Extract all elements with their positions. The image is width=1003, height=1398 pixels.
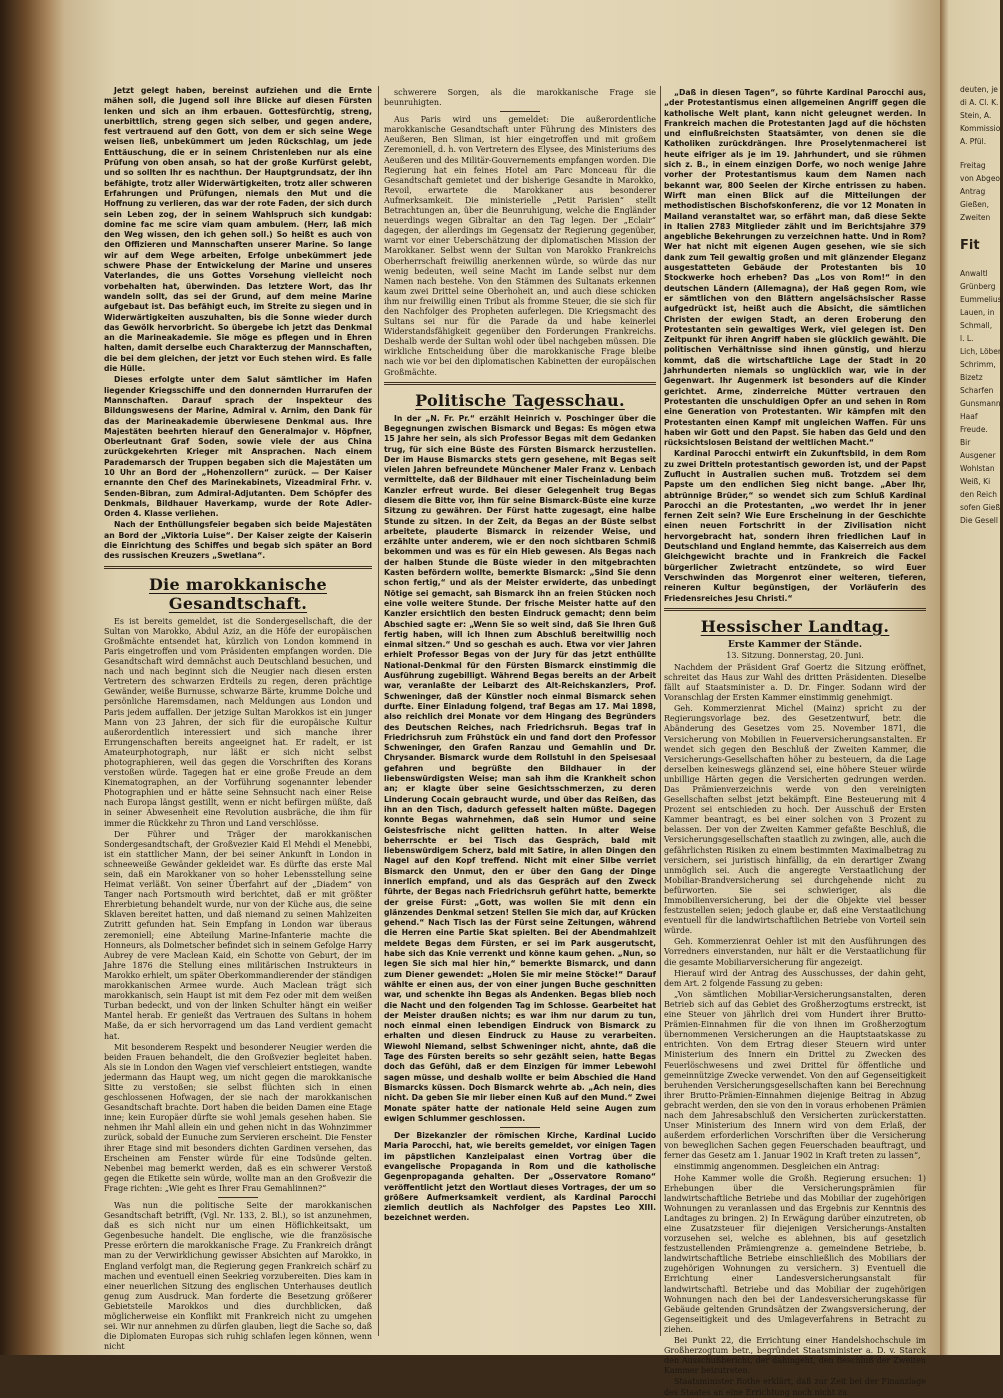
article-paragraph: Staatsminister Rothe erklärt, daß zur Zeit bei der Finanzlage des Staates an eine Errichtung noch nicht zu (664, 1377, 926, 1397)
edge-text-fragment: sofen Gieß (960, 503, 1001, 512)
edge-text-fragment: Gunsmann, (960, 399, 1003, 408)
edge-text-fragment: Die Gesell (960, 516, 998, 525)
edge-text-fragment: Weiß, Ki (960, 477, 991, 486)
article-paragraph: Kardinal Parocchi entwirft ein Zukunftsbild, in dem Rom zu zwei Dritteln protestantisch geworden ist, und der Papst Zuflucht in Australien suchen muß. Trotzdem sei dem Papste um den endlichen Sieg nicht bange. „Aber Ihr, abtrünnige Brüder,“ so wendet sich zum Schluß Kardinal Parocchi an die Protestanten, „wo werdet Ihr in jener fernen Zeit sein? Wie Eure Erscheinung in der Geschichte einen neuen Fortschritt in der Zivilisation nicht hervorgebracht hat, sondern ihren friedlichen Lauf in Deutschland und England hemmte, das Kaiserreich aus dem Gleichgewicht brachte und in Frankreich die Fackel bürgerlicher Zwietracht entzündete, so wird Euer Verschwinden das Morgenrot einer weiteren, tieferen, reineren Kultur begünstigen, der Vorläuferin des Friedensreiches Jesu Christi.“ (664, 449, 926, 603)
edge-text-fragment: Gießen, (960, 200, 989, 209)
article-heading: Politische Tagesschau. (415, 390, 625, 410)
edge-text-fragment: Freitag (960, 161, 986, 170)
article-paragraph: Bei Punkt 22, die Errichtung einer Handelshochschule im Großherzogtum betr., begründet Staatsminister a. D. v. Starck den Ausschußbericht, der dahingeht, den Beschluß der Zweiten Kammer beizutreten. (664, 1336, 926, 1376)
separator (500, 1127, 540, 1128)
edge-text-fragment: Antrag (960, 187, 986, 196)
article-paragraph: Hierauf wird der Antrag des Ausschusses, der dahin geht, dem Art. 2 folgende Fassung zu geben: (664, 968, 926, 988)
edge-text-fragment: Schrimm, (960, 360, 996, 369)
article-subheading: Erste Kammer der Stände. (727, 639, 863, 650)
edge-heading-fragment: Fit (960, 238, 980, 253)
edge-text-fragment: Wohlstan (960, 464, 995, 473)
dateline: 13. Sitzung. Donnerstag, 20. Juni. (726, 650, 864, 660)
section-rule (384, 382, 656, 385)
article-paragraph: einstimmig angenommen. Desgleichen ein Antrag: (674, 1162, 880, 1172)
edge-text-fragment: Schmall, (960, 321, 993, 330)
edge-text-fragment: von Abgeo (960, 174, 1001, 183)
edge-text-fragment: l. L. (960, 334, 974, 343)
edge-text-fragment: den Reich (960, 490, 997, 499)
edge-text-fragment: Zweiten (960, 213, 991, 222)
separator (218, 1197, 258, 1198)
article-paragraph: Geh. Kommerzienrat Michel (Mainz) spricht zu der Regierungsvorlage bez. des Gesetzentwurf, betr. die Abänderung des Gesetzes vom 25. November 1871, die Versicherung von Mobilien in Feuerversicherungsanstalten. Er wendet sich gegen den Beschluß der Zweiten Kammer, die Versicherungs-Gesellschaften höher zu besteuern, da die Lage derselben keineswegs glänzend sei, eine höhere Steuer würde unbillige Härten gegen die Versicherten gedrungen werden. Das Prämienverzeichnis werde von den vereinigten Gesellschaften selbst jetzt bekämpft. Eine Besteuerung mit 4 Prozent sei entschieden zu hoch. Der Ausschuß der Ersten Kammer beantragt, es bei einer solchen von 3 Prozent zu belassen. Der von der Zweiten Kammer gefaßte Beschluß, die Versicherungsgesellschaften staatlich zu zwingen, alle, auch die gefährlichsten Risiken zu einem bestimmten Maximalbetrag zu versichern, sei juristisch hinfällig, da ein derartiger Zwang unmöglich sei. Auch die angeregte Verstaatlichung der Mobiliar-Brandversicherung sei durchgehende nicht zu befürworten. Sie sei schwieriger, als die Immobilienversicherung, bei der die Objekte viel besser festzustellen seien; jedoch glaube er, daß eine Verstaatlichung eventuell für die landwirtschaftlichen Betriebe von Vorteil sein würde. (664, 704, 926, 936)
article-paragraph: Jetzt gelegt haben, bereinst aufziehen und die Ernte mähen soll, die Jugend soll ihre Blicke auf diesen Fürsten lenken und sich an ihm erbauen. Gottesfürchtig, streng, unerbittlich, streng gegen sich selber, und gegen andere, fest vertrauend auf den Gott, von dem er sich seine Wege weisen ließ, unbekümmert um jeden Rückschlag, um jede Enttäuschung, die er in seinem Christenleben nur als eine Prüfung von oben ansah, so hat der große Kurfürst gelebt, und so sollten Ihr es nachthun. Der Hauptgrundsatz, der ihn befähigte, trotz aller Widerwärtigkeiten, trotz aller schweren Erfahrungen und Prüfungen, niemals den Mut und die Hoffnung zu verlieren, das war der rote Faden, der sich durch sein Leben zog, der in seinem Wahlspruch sich kundgab: domine fac me scire viam quam ambulem. (Herr, laß mich den Weg wissen, den ich gehen soll.) So heißt es auch von den Offizieren und Mannschaften unserer Marine. So lange wir auf dem Wege arbeiten, Erfolge unbekümmert jede schwere Phase der Entwickelung der Marine und unseres Vaterlandes, die uns Gottes Vorsehung vielleicht noch vorbehalten hat, überwinden. Das letztere Wort, das Ihr wandeln sollt, das sei der Grund, auf dem meine Marine aufgebaut ist. Das befähigt euch, im Streite zu siegen und in Widerwärtigkeiten auszuhalten, bis die Sonne wieder durch das Gewölk hervorbricht. So übergebe ich jetzt das Denkmal an die Marineakademie. Sie möge es pflegen und in Ehren halten, damit derselbe euch Charakterzug der Mannschaften, die bei dem gleichen, der jetzt vor Euch stehen wird. Es falle die Hülle. (104, 86, 372, 374)
column-2 (384, 88, 656, 1328)
article-heading: Hessischer Landtag. (700, 616, 890, 636)
edge-text-fragment: Kommissio (960, 124, 1001, 133)
article-paragraph: Dieses erfolgte unter dem Salut sämtlicher im Hafen liegender Kriegsschiffe und den donnernden Hurrarufen der Mannschaften. Darauf sprach der Inspekteur des Bildungswesens der Marine, Admiral v. Arnim, den Dank für das der Marineakademie überwiesene Denkmal aus. Ihre Majestäten beehrten hierauf den Generalmajor v. Höpfner, Oberleutnant Graf Soden, sowie viele der aus China zurückgekehrten Krieger mit Ansprachen. Nach einem Parademarsch der Truppen begaben sich die Majestäten um 10 Uhr an Bord der „Hohenzollern“ zurück. — Der Kaiser ernannte den Chef des Marinekabinets, Vizeadmiral Frhr. v. Senden-Bibran, zum Admiral-Adjutanten. Dem Schöpfer des Denkmals, Bildhauer Haverkamp, wurde der Rote Adler-Orden 4. Klasse verliehen. (104, 375, 372, 519)
article-paragraph: In der „N. Fr. Pr.“ erzählt Heinrich v. Poschinger über die Begegnungen zwischen Bismarck und Begas: Es mögen etwa 15 Jahre her sein, als sich Professor Begas mit dem Gedanken trug, für sich eine Büste des Fürsten Bismarck herzustellen. Der im Hause Bismarcks stets gern gesehene, mit Begas seit vielen Jahren befreundete Münchener Maler Franz v. Lenbach vermittelte, daß der Bildhauer mit einer Tischeinladung beim Kanzler erfreut wurde. Bei dieser Gelegenheit trug Begas diesem die Bitte vor, ihm für seine Bismarck-Büste eine kurze Sitzung zu gewähren. Der Fürst hatte zugesagt, eine halbe Stunde zu sitzen. In der Zeit, da Begas an der Büste selbst arbeitete, plauderte Bismarck in reizender Weise, und erzählte unter anderem, wie er den noch sichtbaren Schmiß bekommen und was es für ein Hieb gewesen. Als Begas nach der halben Stunde die Büste wieder in den mitgebrachten Kasten befördern wollte, bemerkte Bismarck: „Sind Sie denn schon fertig,“ und als der Meister erwiderte, das unbedingt Nötige sei gemacht, sah Bismarck ihn an freien Stücken noch eine volle weitere Stunde. Der frische Meister hatte auf den Kanzler ersichtlich den besten Eindruck gemacht; denn beim Abschied sagte er: „Wenn Sie so weit sind, daß Sie Ihren Guß fertig haben, will ich Ihnen zum Abschluß bereitwillig noch einmal sitzen.“ Und so geschah es auch. Etwa vor vier Jahren erhielt Professor Begas von der Jury für das jetzt enthüllte National-Denkmal für den Fürsten Bismarck einstimmig die Ausführung zugebilligt. Während Begas bereits an der Arbeit war, veranlaßte der Leibarzt des Alt-Reichskanzlers, Prof. Schweninger, daß der Künstler noch einmal Bismarck sehen durfte. Einer Einladung folgend, traf Begas am 17. Mai 1898, also reichlich drei Monate vor dem Hingang des Begründers des Deutschen Reiches, nach Friedrichsruh. Begas traf in Friedrichsruh zum Frühstück ein und fand dort den Professor Schweninger, den Grafen Ranzau und Gemahlin und Dr. Chrysander. Bismarck wurde dem Rollstuhl in den Speisesaal gefahren und begrüßte den Bildhauer in der liebenswürdigsten Weise; man sah ihm die Krankheit schon an; er klagte über seine Gesichtsschmerzen, zu deren Linderung Cocain gebraucht wurde, und über das Reißen, das ihn an den Tisch, dadurch gefesselt halten müßte. Dagegen konnte Begas wahrnehmen, daß sein Humor und seine Geistesfrische nicht gelitten hatten. In alter Weise beherrschte er bei Tisch das Gespräch, bald mit liebenswürdigem Scherz, bald mit Satire, in allen Dingen den Nagel auf den Kopf treffend. Nicht mit einer Silbe verriet Bismarck den Unmut, den er über den Gang der Dinge innerlich empfand, und als das Gespräch auf den Zweck führte, der Begas nach Friedrichsruh geführt hatte, bemerkte der greise Fürst: „Gott, was wollen Sie mit denn ein glänzendes Denkmal setzen! Stellen Sie mich dar, auf Krücken gehend.“ Nach Tisch las der Fürst seine Zeitungen, während die Herren eine Partie Skat spielten. Bei der Abendmahlzeit meldete Begas dem Fürsten, er sei im Park ausgerutscht, habe sich das Knie verrenkt und könne kaum gehen. „Nun, so legen Sie sich mal hier hin,“ bemerkte Bismarck, und dann zum Diener gewendet: „Holen Sie mir meine Stöcke!“ Darauf wählte er einen aus, der von einer jungen Buche geschnitten war, und schenkte ihn Begas als Andenken. Begas blieb noch die Nacht und den folgenden Tag im Schlosse. Gearbeitet hat der Meister draußen nichts; es war ihm nur darum zu tun, noch einmal einen lebendigen Eindruck von Bismarck zu erhalten und diesen Eindruck zu Hause zu verarbeiten. Wiewohl Niemand, selbst Schweninger nicht, ahnte, daß die Tage des Fürsten bereits so sehr gezählt seien, hatte Begas doch das Gefühl, daß er dem Einzigen für immer Lebewohl sagen müsse, und deshalb wollte er beim Abschied die Hand Bismarcks küssen. Doch Bismarck wehrte ab. „Ach nein, dies nicht. Da geben Sie mir lieber einen Kuß auf den Mund.“ Zwei Monate später hatte der nationale Held seine Augen zum ewigen Schlummer geschlossen. (384, 413, 656, 1123)
article-paragraph: Nachdem der Präsident Graf Goertz die Sitzung eröffnet, schreitet das Haus zur Wahl des dritten Präsidenten. Dieselbe fällt auf Staatsminister a. D. Dr. Finger. Sodann wird der Voranschlag der Ersten Kammer einstimmig genehmigt. (664, 662, 926, 703)
edge-text-fragment: Lauen, in (960, 308, 995, 317)
edge-text-fragment: Stein, A. (960, 111, 992, 120)
edge-text-fragment: di A. Cl. K. (960, 98, 999, 107)
separator (500, 111, 540, 112)
article-paragraph: Aus Paris wird uns gemeldet: Die außerordentliche marokkanische Gesandtschaft unter Führung des Ministers des Aeußeren, Ben Sliman, ist hier eingetroffen und mit großem Zeremoniell, d. h. von Vertretern des Elysee, des Ministeriums des Aeußeren und des Militär-Gouvernements empfangen worden. Die Regierung hat ein feines Hotel am Parc Monceau für die Gesandtschaft gemietet und der bisherige Gesandte in Marokko, Revoil, erwartete die Marokkaner aus besonderer Aufmerksamkeit. Die ministerielle „Petit Parisien“ stellt Betrachtungen an, über die Beunruhigung, welche die Engländer neuerdings wegen Gibraltar an den Tag legen. Der „Eclair“ dagegen, der allerdings im Gegensatz der Regierung gegenüber, warnt vor einer Ueberschätzung der diplomatischen Mission der Marokkaner. Selbst wenn der Sultan von Marokko Frankreichs Oberherrschaft freiwillig anerkennen würde, so würde das nur wenig bedeuten, weil seine Macht im Lande selbst nur dem Namen nach bestehe. Von den Stämmen des Sultanats erkennen kaum zwei Drittel seine Oberhoheit an, und auch diese schicken ihm nur freiwillig einen Tribut als fromme Steuer, die sie sich für den Nachfolger des Propheten auferlegen. Die Kriegsmacht des Sultans sei nur für die Parade da und habe keinerlei Widerstandsfähigkeit gegenüber den Forderungen Frankreichs. Deshalb werde der Sultan wohl oder übel nachgeben müssen. Die wirkliche Entscheidung über die marokkanische Frage bleibe nach wie vor bei den diplomatischen Kabinetten der europäischen Großmächte. (384, 115, 656, 377)
article-paragraph: „Daß in diesen Tagen“, so führte Kardinal Parocchi aus, „der Protestantismus einen allgemeinen Angriff gegen die katholische Welt plant, kann nicht geleugnet werden. In Frankreich machen die Protestanten Jagd auf die höchsten und einflußreichsten Staatsämter, von denen sie die Katholiken zurückdrängen. Ihre Proselytenmacherei ist heute eifriger als je im 19. Jahrhundert, und sie rühmen sich z. B., in einem einzigen Dorfe, wo noch wenige Jahre vorher der Protestantismus kaum dem Namen nach bekannt war, 800 Seelen der Kirche entrissen zu haben. Wirft man einen Blick auf die Mitteilungen der methodistischen Bischofskonferenz, die vor 12 Monaten in Mailand veranstaltet war, so erfährt man, daß diese Sekte in Italien 2783 Mitglieder zählt und im Berichtsjahre 379 angebliche Bekehrungen zu verzeichnen hatte. Und in Rom? Wer hat nicht mit eigenen Augen gesehen, wie sie sich dank zum Teil gewaltig großen und mit glänzender Eleganz ausgestatteten Gebäude der Protestanten bis 10 Stockwerke hoch erheben? Das „Los von Rom!“ in den deutschen Ländern (Allemagna), der Haß gegen Rom, wie er sämtlichen von den Blättern angelsächsischer Rasse aufgedrückt ist, heißt auch die Absicht, die sämtlichen Christen der ewigen Stadt, an deren Eroberung den Protestanten sein gewaltiges Werk, viel gelegen ist. Den Zeitpunkt für ihren Angriff haben sie glücklich gewählt. Die politischen Verhältnisse sind ihnen günstig, und hierzu kommt, daß die wirtschaftliche Lage der Stadt in 20 Jahrhunderten niemals so unglücklich war, wie in der Gegenwart. Ihr Augenmerk ist besonders auf die Kinder gerichtet. Arme, zinderreiche Mütter vertrauen den Protestanten die unschuldigen Opfer an und sehen in Rom eine Generation von Protestanten. Wir kämpfen mit den Protestanten einen Kampf mit ungleichen Waffen. Für uns haben wir Gott und den Papst. Sie haben das Geld und den rücksichtslosen Beistand der weltlichen Macht.“ (664, 88, 926, 448)
edge-text-fragment: Haaf (960, 412, 978, 421)
edge-text-fragment: Ausgener (960, 451, 996, 460)
book-spine (0, 0, 64, 1355)
column-3 (664, 88, 926, 1397)
edge-text-fragment: Bir (960, 438, 971, 447)
article-paragraph: Geh. Kommerzienrat Oehler ist mit den Ausführungen des Vorredners einverstanden, nur hält er die Verstaatlichung für die gesamte Mobiliarversicherung für angezeigt. (664, 937, 926, 967)
article-paragraph: Was nun die politische Seite der marokkanischen Gesandtschaft betrifft, (Vgl. Nr. 133, 2. Bl.), so ist anzunehmen, daß es sich nicht nur um einen Höflichkeitsakt, um Gegenbesuche handelt. Die englische, wie die französische Presse erörtern die marokkanische Frage. Zu Frankreich drängt man zu der Verwirklichung gewisser Absichten auf Marokko, in England verfolgt man, die Regierung gegen Frankreich schärf zu machen und eventuell einen Seekrieg vorzubereiten. Dies kam in einer neuerlichen Sitzung des englischen Unterhauses deutlich genug zum Ausdruck. Man forderte die Besetzung größerer Gebietsteile Marokkos und dies durchblicken, daß möglicherweise ein Konflikt mit Frankreich nicht zu umgehen sei. Wir nur annehmen zu dürfen glauben, liegt die Sache so, daß die Diplomaten Europas sich ruhig schlafen legen können, wenn nicht (104, 1201, 372, 1352)
edge-text-fragment: Bizetz (960, 373, 983, 382)
article-paragraph: Es ist bereits gemeldet, ist die Sondergesellschaft, die der Sultan von Marokko, Abdul Aziz, an die Höfe der europäischen Großmächte entsendet hat, kürzlich von London kommend in Paris eingetroffen und vom Präsidenten empfangen worden. Die Gesandtschaft wird demnächst auch Deutschland besuchen, und nach und nach beginnt sich die Neugier nach diesen ersten Vertretern des schwarzen Erdteils zu regen, deren prächtige Gewänder, weiße Burnusse, schwarze Bärte, krumme Dolche und persönliche Haremsdamen, nach Meldungen aus London und Paris jedem auffallen. Der jetzige Sultan Marokkos ist ein junger Mann von 23 Jahren, der sich für die europäische Kultur außerordentlich interessiert und sich manche ihrer Errungenschaften bereits angeeignet hat. Er radelt, er ist Amateurphotograph, nur läßt er sich nicht selbst photographieren, weil das gegen die Vorschriften des Korans verstoßen würde. Tagegen hat er eine große Freude an dem Kinematographen, an der Vorführung sogenannter lebender Photographien und er hätte seine Sehnsucht nach einer Reise nach Europa längst gestillt, wenn er nicht befürgen müßte, daß in seiner Abwesenheit eine Revolution ausbräche, die ihm für immer die Rückkehr zu Thron und Land verschlösse. (104, 616, 372, 828)
edge-text-fragment: Anwaltl (960, 269, 988, 278)
edge-text-fragment: Eummelius (960, 295, 1002, 304)
article-heading: Die marokkanische Gesandtschaft. (148, 574, 327, 613)
edge-text-fragment: Lich, Löber (960, 347, 1002, 356)
column-1 (104, 86, 372, 1352)
edge-text-fragment: Grünberg (960, 282, 996, 291)
column-divider (660, 86, 661, 1336)
article-paragraph: Nach der Enthüllungsfeier begaben sich beide Majestäten an Bord der „Viktoria Luise“. Der Kaiser zeigte der Kaiserin die Einrichtung des Schiffes und begab sich später an Bord des russischen Kreuzers „Swetlana“. (104, 520, 372, 561)
column-divider (378, 86, 379, 1336)
newspaper-page (64, 0, 940, 1397)
section-rule (664, 608, 926, 611)
edge-text-fragment: A. Pfül. (960, 137, 987, 146)
article-paragraph: Mit besonderem Respekt und besonderer Neugier werden die beiden Frauen behandelt, die den Großvezier begleitet haben. Als sie in London den Wagen vief verschleiert entstiegen, wandte jedermann das Haupt weg, um nicht gegen die marokkanische Sitte zu verstoßen; sie selbst flüchten sich in einen geschlossenen Hofwagen, der sie nach der marokkanischen Gesandtschaft brachte. Dort haben die beiden Damen eine Etage inne; kein Europäer dürfte sie wohl jemals gesehen haben. Sie nehmen ihr Mahl allein ein und gehen nicht in das Wohnzimmer zurück, sobald der Eunuche zum Servieren erscheint. Die Fenster ihrer Etage sind mit besonders dichten Gardinen versehen, das Erscheinen am Fenster würde für eine Todsünde gelten. Nebenbei mag bemerkt werden, daß es ein schwerer Verstoß gegen die Etikette sein würde, wollte man an den Großvezir die Frage richten: „Wie geht es Ihrer Frau Gemahlinnen?“ (104, 1042, 372, 1193)
article-paragraph: Der Führer und Träger der marokkanischen Sondergesandtschaft, der Großvezier Kaid El Mehdi el Menebbi, ist ein stattlicher Mann, der bei seiner Ankunft in London in schneeweiße Gewänder gekleidet war. Es dürfte das erste Mal sein, daß ein Marokkaner von so hoher Lebensstellung seine Heimat verläßt. Von seiner Überfahrt auf der „Diadem“ von Tanger nach Portsmouth wird berichtet, daß er mit größter Ehrerbietung behandelt wurde, nur von der Küche aus, die seine Sklaven bereitet hatten, und daß niemand zu seinen Mahlzeiten Zutritt gefunden hat. Sein Empfang in London war überaus zeremoniell; eine Abteilung Marine-Infanterie machte die Honneurs, als Dolmetscher befindet sich in seinem Gefolge Harry Aubrey de vere Maclean Kaid, ein Schotte von Geburt, der im Jahre 1876 die Stellung eines militärischen Instrukteurs in Marokko erhielt, um später Oberkommandierender der ständigen marokkanischen Armee wurde. Auch Maclean trägt sich marokkanisch, sein Haupt ist mit dem Fez oder mit dem weißen Turban bedeckt, und von der linken Schulter hängt ein weißer Mantel herab. Er genießt das Vertrauen des Sultans in hohem Maße, da er sich hervorragend um das Land verdient gemacht hat. (104, 829, 372, 1041)
edge-text-fragment: Scharfen (960, 386, 994, 395)
edge-text-fragment: deuten, je (960, 85, 998, 94)
section-rule (104, 566, 372, 569)
article-paragraph: Hohe Kammer wolle die Großh. Regierung ersuchen: 1) Erhebungen über die Versicherungsprämien für landwirtschaftliche Betriebe und das Mobiliar der zugehörigen Wohnungen zu veranlassen und das Ergebnis zur Kenntnis des Landtages zu bringen. 2) In Erwägung darüber einzutreten, ob eine Zusatzsteuer für diejenigen Versicherungs-Anstalten vorzusehen sei, welche es ablehnen, bis auf gesetzlich festzustellenden Prämiengrenze a. gemeindene Betriebe, b. landwirtschaftliche Betriebe einschließlich des Mobiliars der zugehörigen Wohnungen zu versichern. 3) Eventuell die Errichtung einer Landesversicherungsanstalt für landwirtschaftl. Betriebe und das Mobiliar der zugehörigen Wohnungen nach den bei der Landesversicherungskasse für Gebäude geltenden Grundsätzen der Zwangsversicherung, der Gegenseitigkeit und des Umlageverfahrens in Betracht zu ziehen. (664, 1173, 926, 1334)
article-paragraph: schwerere Sorgen, als die marokkanische Frage sie beunruhigten. (384, 88, 656, 108)
article-paragraph: Der Bizekanzler der römischen Kirche, Kardinal Lucido Maria Parocchi, hat, wie bereits gemeldet, vor einigen Tagen im päpstlichen Kanzleipalast einen Vortrag über die evangelische Propaganda in Rom und die katholische Gegenpropaganda gehalten. Der „Osservatore Romano“ veröffentlicht jetzt den Wortlaut dieses Vortrages, der um so größere Aufmerksamkeit verdient, als Kardinal Parocchi ziemlich deutlich als Nachfolger des Papstes Leo XIII. bezeichnet werden. (384, 1131, 656, 1223)
edge-text-fragment: Freude. (960, 425, 988, 434)
adjacent-page-edge (940, 0, 1003, 1355)
article-paragraph: „Von sämtlichen Mobiliar-Versicherungsanstalten, deren Betrieb sich auf das Gebiet des Großherzogtums erstreckt, ist eine Steuer von jährlich drei vom Hundert ihrer Brutto-Prämien-Einnahmen für die von ihnen im Großherzogtum übernommenen Versicherungen an die Hauptstaatskasse zu entrichten. Von dem Ertrag dieser Steuern wird unter Ministerium des Innern ein Drittel zu Zwecken des Feuerlöschwesens und zwei Drittel für öffentliche und gemeinnützige Zwecke verwendet. Von den auf Gegenseitigkeit beruhenden Versicherungsgesellschaften kann bei Berechnung ihrer Brutto-Prämien-Einnahmen diejenige Beitrag in Abzug gebracht werden, den sie von den in voraus erhobenen Prämien nach dem Jahresabschluß den Versicherten zurückerstatten. Unser Ministerium des Innern wird von dem Erlaß, der außerdem erforderlichen Vorschriften über die Versicherung von beweglichen Sachen gegen Feuerschaden beauftragt, und ferner das Gesetz am 1. Januar 1902 in Kraft treten zu lassen“, (664, 989, 926, 1161)
